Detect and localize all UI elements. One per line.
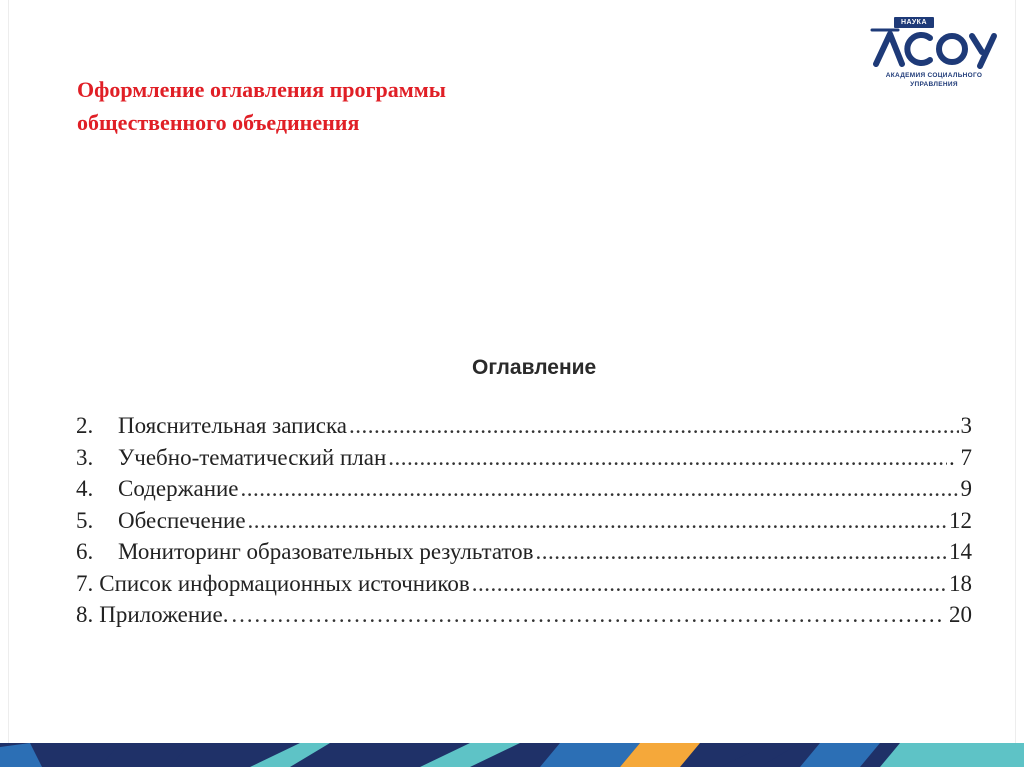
toc-entry-number: 2. — [76, 413, 94, 438]
toc-entry-page: …… 20 — [897, 602, 972, 627]
toc-entry-number: 3. — [76, 444, 94, 470]
toc-heading: Оглавление — [472, 356, 597, 379]
toc-entry-page: 9 — [960, 476, 972, 501]
slide-title-line1: Оформление оглавления программы — [77, 77, 446, 102]
toc-entry-label: Мониторинг образовательных результатов — [118, 539, 534, 564]
toc-entry — [76, 442, 972, 474]
slide-title — [77, 73, 637, 139]
toc-entry-label: Приложение. — [99, 602, 229, 627]
logo-tag: НАУКА — [894, 17, 934, 28]
toc-entry — [76, 568, 972, 600]
toc-dot-leader — [349, 410, 958, 442]
toc-entry-page: 3 — [960, 413, 972, 438]
toc-list — [76, 410, 972, 631]
toc-dot-leader — [230, 599, 895, 631]
toc-entry-page: 12 — [949, 507, 972, 533]
toc-entry — [76, 410, 972, 442]
logo-subtitle-line2: УПРАВЛЕНИЯ — [910, 81, 958, 88]
toc-entry — [76, 505, 972, 537]
toc-entry-label: Список информационных источников — [99, 570, 470, 596]
decorative-bottom-strip — [0, 743, 1024, 767]
toc-entry-number: 5. — [76, 507, 94, 533]
toc-entry-page: 18 — [949, 570, 972, 596]
toc-dot-leader — [536, 536, 947, 568]
toc-dot-leader — [472, 568, 947, 600]
toc-entry-label: Обеспечение — [118, 507, 246, 533]
toc-entry-number: 4. — [76, 476, 94, 501]
toc-entry — [76, 536, 972, 568]
toc-dot-leader — [241, 473, 959, 505]
logo-wordmark-icon — [868, 14, 1000, 74]
slide-title-line2: общественного объединения — [77, 110, 360, 135]
toc-dot-leader — [388, 442, 947, 474]
asou-logo — [868, 14, 1000, 94]
logo-subtitle-line1: АКАДЕМИЯ СОЦИАЛЬНОГО — [885, 72, 983, 79]
toc-entry-number: 8. — [76, 602, 94, 627]
toc-entry-label: Пояснительная записка — [118, 413, 348, 438]
toc-entry-page: 14 — [949, 539, 972, 564]
toc-dot-leader — [248, 505, 947, 537]
toc-entry-number: 6. — [76, 539, 94, 564]
toc-entry-label: Учебно-тематический план — [118, 444, 387, 470]
toc-entry-number: 7. — [76, 570, 94, 596]
toc-entry — [76, 473, 972, 505]
toc-entry-label: Содержание — [118, 476, 239, 501]
toc-entry — [76, 599, 972, 631]
toc-entry-page: . 7 — [949, 444, 972, 470]
